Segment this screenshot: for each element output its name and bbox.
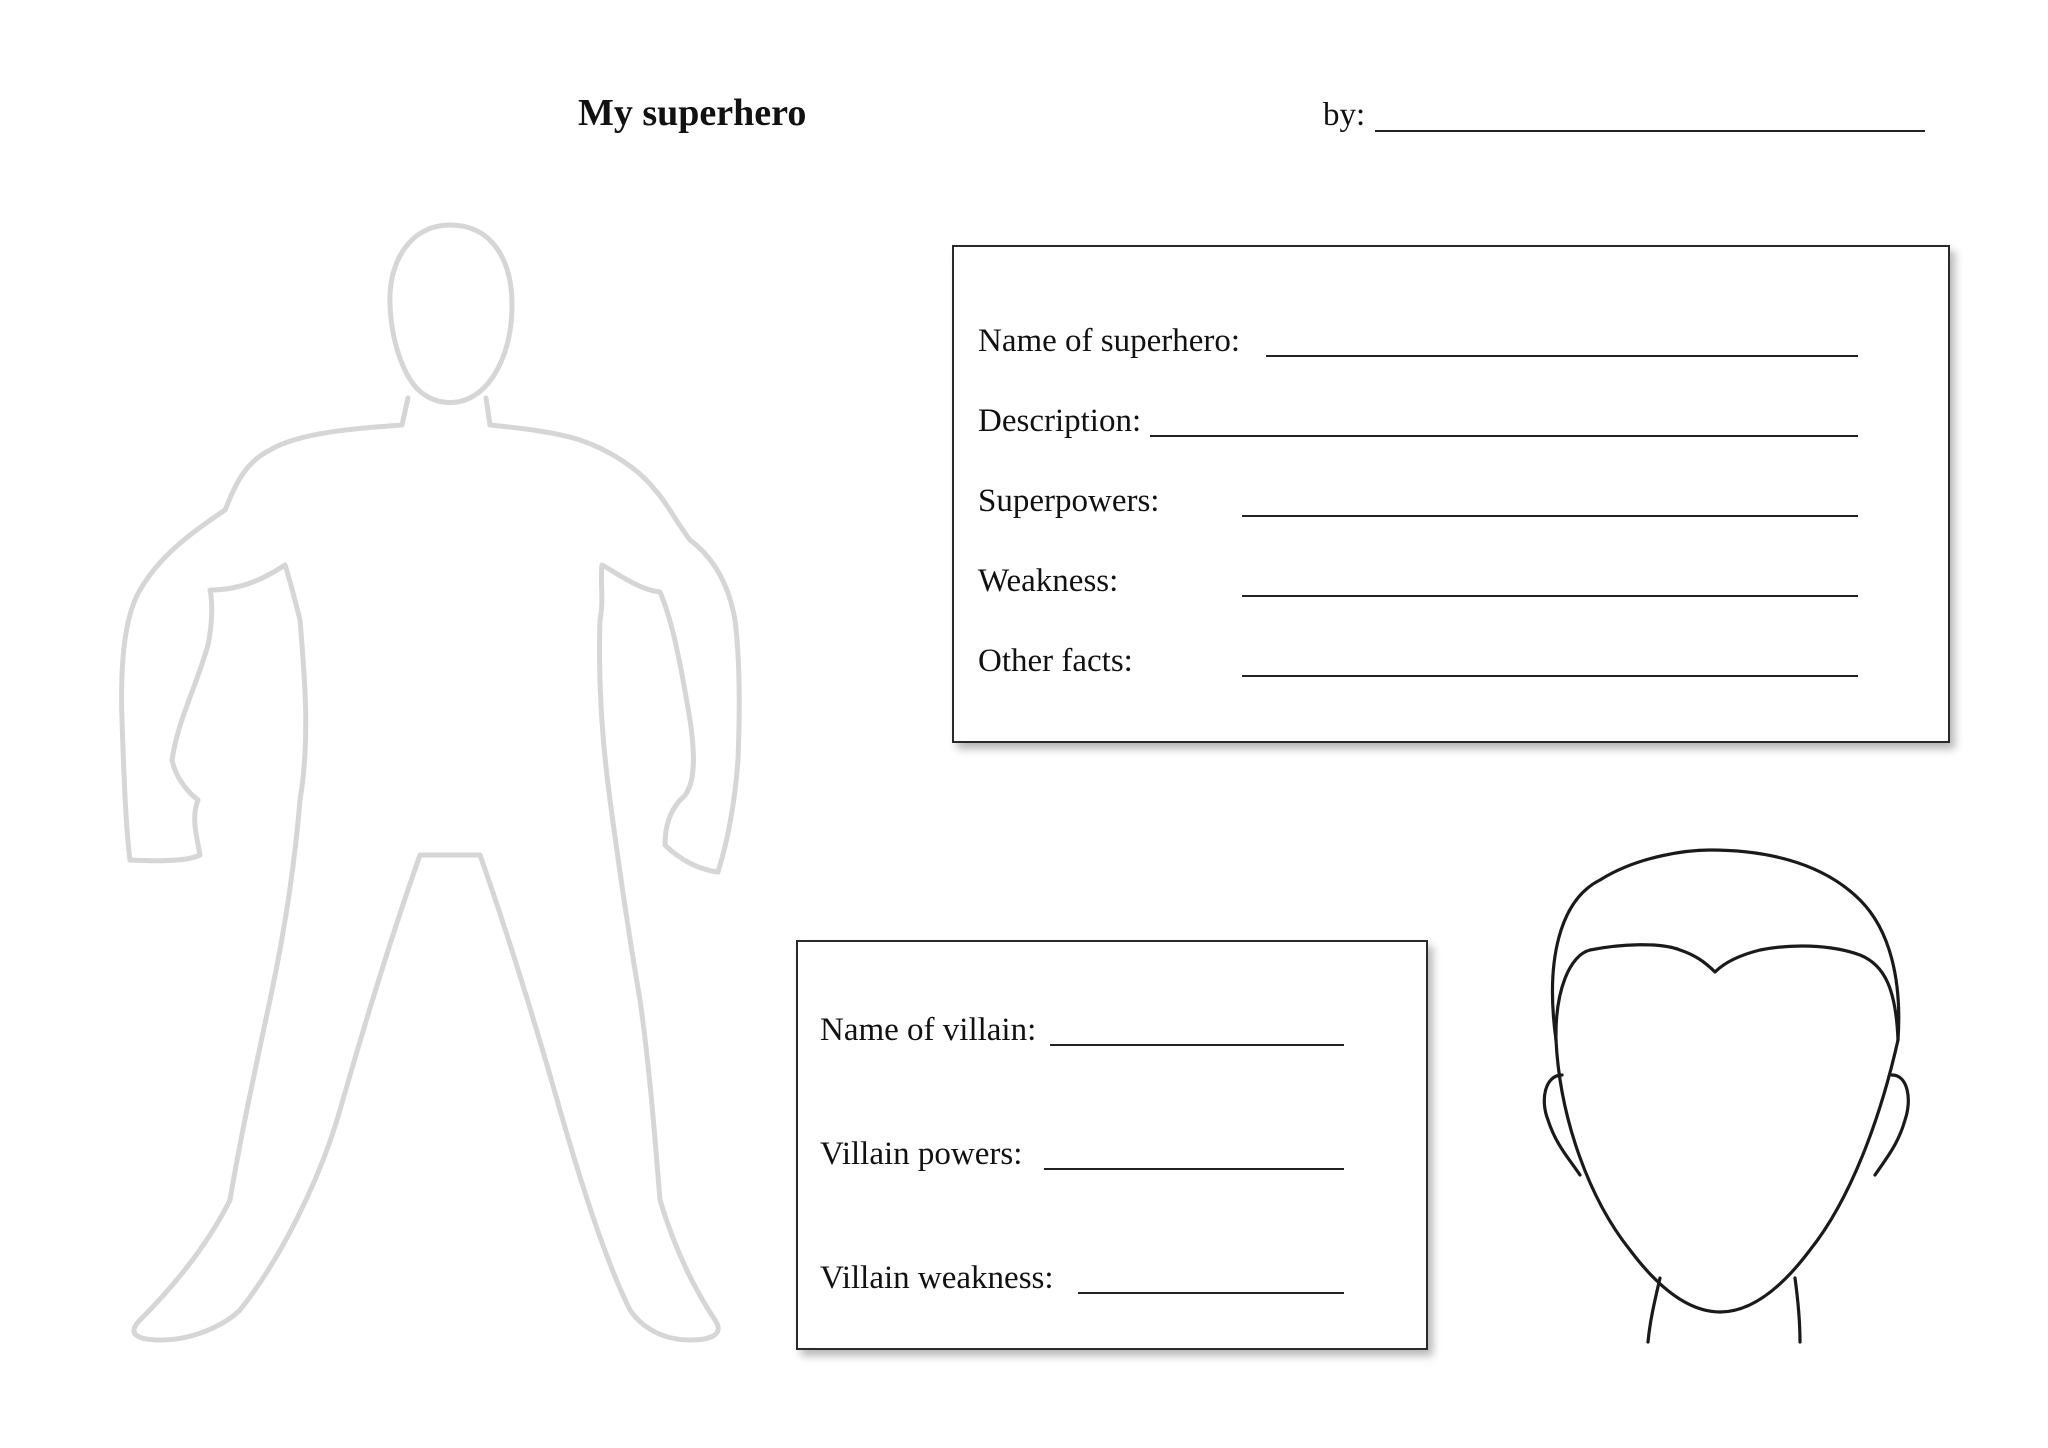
superhero-superpowers-field[interactable] bbox=[1242, 515, 1858, 517]
blank-face-outline-icon bbox=[1544, 850, 1908, 1342]
villain-name-label: Name of villain: bbox=[820, 1012, 1037, 1048]
villain-weakness-label: Villain weakness: bbox=[820, 1260, 1054, 1296]
villain-weakness-field[interactable] bbox=[1078, 1292, 1344, 1294]
page-title: My superhero bbox=[578, 92, 807, 134]
superhero-body-outline-icon bbox=[122, 225, 740, 1340]
villain-powers-field[interactable] bbox=[1044, 1168, 1344, 1170]
villain-info-box bbox=[796, 940, 1428, 1350]
superhero-description-field[interactable] bbox=[1150, 435, 1858, 437]
superhero-info-box bbox=[952, 245, 1950, 743]
superhero-superpowers-label: Superpowers: bbox=[978, 483, 1160, 519]
villain-powers-label: Villain powers: bbox=[820, 1136, 1023, 1172]
superhero-other-facts-field[interactable] bbox=[1242, 675, 1858, 677]
superhero-weakness-field[interactable] bbox=[1242, 595, 1858, 597]
author-field[interactable] bbox=[1375, 130, 1925, 132]
superhero-weakness-label: Weakness: bbox=[978, 563, 1119, 599]
author-label: by: bbox=[1323, 97, 1366, 133]
superhero-description-label: Description: bbox=[978, 403, 1142, 439]
superhero-other-facts-label: Other facts: bbox=[978, 643, 1133, 679]
villain-name-field[interactable] bbox=[1050, 1044, 1344, 1046]
superhero-name-field[interactable] bbox=[1266, 355, 1858, 357]
superhero-name-label: Name of superhero: bbox=[978, 323, 1241, 359]
